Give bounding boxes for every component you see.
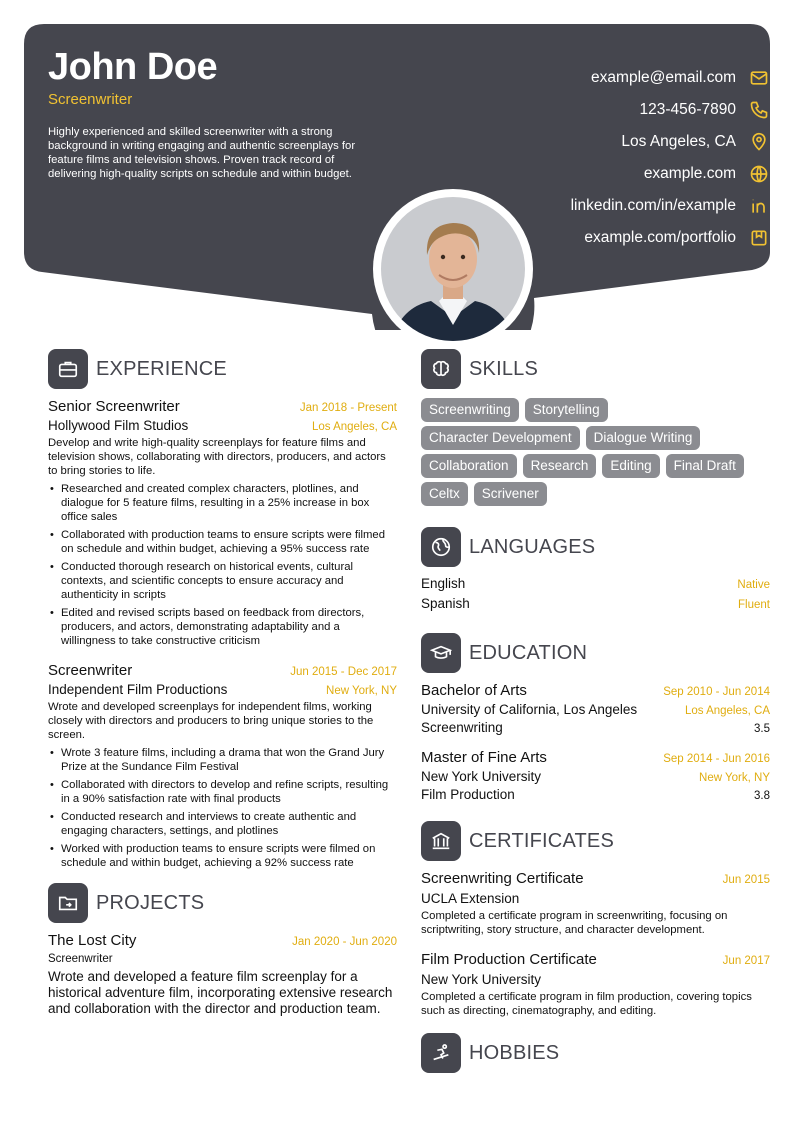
contact-linkedin-text[interactable]: linkedin.com/in/example: [570, 197, 736, 214]
contact-location-text: Los Angeles, CA: [621, 133, 736, 150]
job-bullet: • Conducted research and interviews to create authentic and engaging characters, settings, and plotlines: [48, 810, 397, 838]
bookmark-icon: [748, 227, 770, 249]
certificate-date: Jun 2017: [722, 955, 770, 967]
job-bullets: [48, 482, 397, 648]
skill-chip: Storytelling: [525, 398, 608, 422]
company-name: Independent Film Productions: [48, 682, 228, 697]
field-of-study: Film Production: [421, 787, 515, 802]
skill-chip: Celtx: [421, 482, 468, 506]
gpa: 3.5: [754, 723, 770, 735]
experience-item: [48, 662, 397, 870]
certificate-item: [421, 951, 770, 1018]
school-location: Los Angeles, CA: [684, 705, 770, 717]
skill-chip: Collaboration: [421, 454, 517, 478]
job-bullets: [48, 746, 397, 870]
project-dates: Jan 2020 - Jun 2020: [292, 936, 397, 948]
project-item: [48, 932, 397, 1017]
experience-item: [48, 398, 397, 648]
language-item: [421, 576, 770, 596]
skill-chip: Screenwriting: [421, 398, 519, 422]
education-section-header: [421, 632, 770, 674]
section-title: CERTIFICATES: [469, 829, 615, 852]
school-name: New York University: [421, 769, 542, 784]
experience-section-header: [48, 348, 397, 390]
job-description: Wrote and developed screenplays for independent films, working closely with directors and producers to bring unique stories to the screen.: [48, 701, 374, 741]
education-dates: Sep 2014 - Jun 2016: [663, 753, 770, 765]
brain-icon: [421, 349, 461, 389]
job-location: Los Angeles, CA: [311, 421, 397, 433]
skill-chip: Dialogue Writing: [586, 426, 701, 450]
skill-chip: Character Development: [421, 426, 580, 450]
mail-icon: [748, 67, 770, 89]
institution-icon: [421, 821, 461, 861]
contact-email-text[interactable]: example@email.com: [591, 69, 736, 86]
job-bullet: • Collaborated with production teams to ensure scripts were filmed on schedule and within budget, achieving a 95% success rate: [48, 528, 397, 556]
job-bullet: • Wrote 3 feature films, including a drama that won the Grand Jury Prize at the Sundance Film Festival: [48, 746, 397, 774]
contact-phone[interactable]: [410, 94, 770, 126]
linkedin-icon: [748, 195, 770, 217]
company-name: Hollywood Film Studios: [48, 418, 189, 433]
certificate-title: Film Production Certificate: [421, 951, 597, 968]
job-bullet: • Collaborated with directors to develop and refine scripts, resulting in a 90% satisfaction rate with final products: [48, 778, 397, 806]
school-location: New York, NY: [699, 772, 770, 784]
job-title: Senior Screenwriter: [48, 398, 180, 415]
job-dates: Jan 2018 - Present: [299, 402, 397, 414]
job-location: New York, NY: [326, 685, 397, 697]
section-title: EXPERIENCE: [96, 357, 227, 380]
education-dates: Sep 2010 - Jun 2014: [663, 686, 770, 698]
profile-photo: [381, 197, 525, 341]
certificate-issuer: New York University: [421, 972, 542, 987]
section-title: HOBBIES: [469, 1041, 560, 1064]
candidate-name: John Doe: [48, 46, 218, 88]
language-globe-icon: [421, 527, 461, 567]
contact-website-text[interactable]: example.com: [643, 165, 736, 182]
skills-list: [421, 398, 770, 506]
skier-icon: [421, 1033, 461, 1073]
section-title: SKILLS: [469, 357, 539, 380]
certificates-section-header: [421, 820, 770, 862]
location-pin-icon: [748, 131, 770, 153]
language-name: Spanish: [421, 596, 470, 611]
job-description: Develop and write high-quality screenplays for feature films and television shows, collaborating with directors, producers, and actors to bring stories to life.: [48, 437, 386, 477]
right-column: [421, 348, 770, 1082]
job-bullet: • Worked with production teams to ensure scripts were filmed on schedule and within budget, achieving a 92% success rate: [48, 842, 397, 870]
languages-section-header: [421, 526, 770, 568]
contact-email[interactable]: [410, 62, 770, 94]
certificate-description: Completed a certificate program in screenwriting, focusing on scriptwriting, story structure, and character development.: [421, 910, 728, 936]
certificate-description: Completed a certificate program in film production, covering topics such as directing, cinematography, and editing.: [421, 991, 752, 1017]
graduation-cap-icon: [421, 633, 461, 673]
project-description: Wrote and developed a feature film screenplay for a historical adventure film, incorporating extensive research and collaboration with the director and production team.: [48, 969, 393, 1016]
language-name: English: [421, 576, 466, 591]
job-bullet: • Researched and created complex characters, plotlines, and dialogue for 5 feature films, resulting in a 25% increase in box office sales: [48, 482, 397, 524]
globe-icon: [748, 163, 770, 185]
projects-section-header: [48, 882, 397, 924]
contact-website[interactable]: [410, 158, 770, 190]
languages-list: [421, 576, 770, 616]
skill-chip: Research: [523, 454, 597, 478]
section-title: PROJECTS: [96, 891, 205, 914]
project-title: The Lost City: [48, 932, 137, 949]
language-level: Fluent: [738, 599, 770, 611]
contact-portfolio-text[interactable]: example.com/portfolio: [584, 229, 736, 246]
left-column: [48, 348, 397, 1017]
profile-summary: Highly experienced and skilled screenwriter with a strong background in writing engaging and authentic screenplays for feature films and television shows. Proven track record of delivering high-quality scripts on schedule and within budget.: [48, 126, 356, 180]
gpa: 3.8: [754, 790, 770, 802]
section-title: EDUCATION: [469, 641, 588, 664]
certificate-issuer: UCLA Extension: [421, 891, 520, 906]
skill-chip: Editing: [602, 454, 659, 478]
education-item: [421, 749, 770, 802]
job-bullet: • Conducted thorough research on historical events, cultural contexts, and scientific concepts to ensure accuracy and authenticity in scripts: [48, 560, 397, 602]
folder-icon: [48, 883, 88, 923]
degree-title: Bachelor of Arts: [421, 682, 527, 699]
certificate-date: Jun 2015: [722, 874, 770, 886]
job-title: Screenwriter: [48, 662, 133, 679]
skill-chip: Final Draft: [666, 454, 744, 478]
hobbies-section-header: [421, 1032, 770, 1074]
language-level: Native: [737, 579, 770, 591]
certificate-item: [421, 870, 770, 937]
degree-title: Master of Fine Arts: [421, 749, 547, 766]
briefcase-icon: [48, 349, 88, 389]
contact-phone-text[interactable]: 123-456-7890: [639, 101, 736, 118]
certificate-title: Screenwriting Certificate: [421, 870, 584, 887]
skills-section-header: [421, 348, 770, 390]
contact-location: [410, 126, 770, 158]
section-title: LANGUAGES: [469, 535, 596, 558]
candidate-role: Screenwriter: [48, 91, 133, 108]
language-item: [421, 596, 770, 616]
education-item: [421, 682, 770, 735]
field-of-study: Screenwriting: [421, 720, 503, 735]
phone-icon: [748, 99, 770, 121]
project-role: Screenwriter: [48, 953, 113, 965]
job-dates: Jun 2015 - Dec 2017: [290, 666, 397, 678]
job-bullet: • Edited and revised scripts based on feedback from directors, producers, and actors, demonstrating adaptability and a willingness to take constructive criticism: [48, 606, 397, 648]
skill-chip: Scrivener: [474, 482, 547, 506]
school-name: University of California, Los Angeles: [421, 702, 638, 717]
